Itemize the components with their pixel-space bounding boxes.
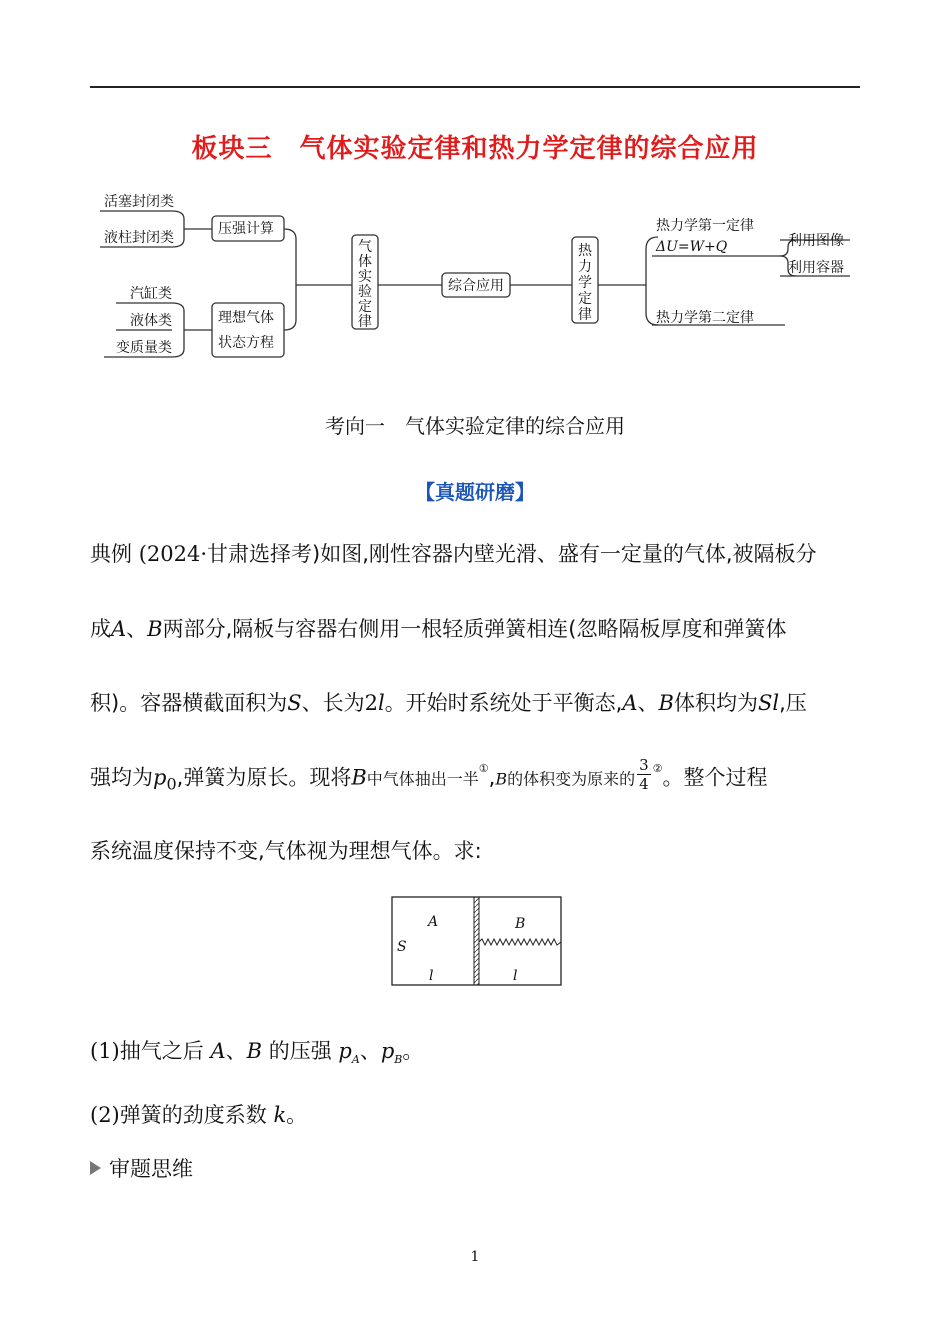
svg-text:验: 验 xyxy=(358,284,372,300)
problem-line-1: 典例 (2024·甘肃选择考)如图,刚性容器内壁光滑、盛有一定量的气体,被隔板分 xyxy=(90,542,817,566)
svg-text:热: 热 xyxy=(578,243,592,259)
container-figure xyxy=(391,896,563,988)
page-title: 板块三 气体实验定律和热力学定律的综合应用 xyxy=(191,134,759,164)
mm-use-graph: 利用图像 xyxy=(788,233,844,249)
label-l-right: l xyxy=(513,968,518,984)
zhenti-heading: 【真题研磨】 xyxy=(415,480,535,504)
mm-use-container: 利用容器 xyxy=(788,260,844,276)
svg-text:律: 律 xyxy=(578,307,592,323)
problem-line-4: 强均为$p_0$,弹簧为原长。现将B中气体抽出一半①,B的体积变为原来的 $\frac{3}{4}$ ②。整个过程 xyxy=(90,756,768,794)
question-1: (1)抽气之后 A、B 的压强 $p_A$、$p_B$。 xyxy=(90,1039,424,1067)
label-A: A xyxy=(428,914,439,930)
fraction-three-quarters: $\frac{3}{4}$ xyxy=(639,756,649,793)
mm-first-law-formula: ΔU=W+Q xyxy=(656,239,728,255)
svg-text:实: 实 xyxy=(358,269,372,285)
shenti-heading: 审题思维 xyxy=(90,1154,860,1184)
problem-line-5: 系统温度保持不变,气体视为理想气体。求: xyxy=(90,839,482,863)
mm-liquid-column-label: 液柱封闭类 xyxy=(104,230,174,246)
question-2: (2)弹簧的劲度系数 k。 xyxy=(90,1103,308,1127)
triangle-right-icon xyxy=(90,1161,101,1175)
mm-second-law: 热力学第二定律 xyxy=(656,310,754,326)
mm-gas-law-vertical xyxy=(358,239,372,330)
annotation-mark-1: ① xyxy=(478,762,489,775)
header-rule xyxy=(90,86,860,88)
label-B: B xyxy=(515,916,526,932)
problem-line-3: 积)。容器横截面积为S、长为2l。开始时系统处于平衡态,A、B体积均为Sl,压 xyxy=(90,691,807,715)
svg-text:定: 定 xyxy=(578,291,592,307)
svg-text:体: 体 xyxy=(358,254,372,270)
partition-plate xyxy=(474,897,479,985)
spring xyxy=(479,939,561,945)
mm-ideal-gas-2: 状态方程 xyxy=(218,335,274,351)
mm-pressure-calc: 压强计算 xyxy=(218,221,274,237)
page-number: 1 xyxy=(470,1249,480,1265)
mm-ideal-gas-1: 理想气体 xyxy=(218,310,274,326)
svg-text:学: 学 xyxy=(578,275,592,291)
mm-comprehensive: 综合应用 xyxy=(448,278,504,294)
concept-mindmap xyxy=(90,185,860,370)
svg-text:定: 定 xyxy=(358,299,372,315)
mm-piston-label: 活塞封闭类 xyxy=(104,194,174,210)
mm-first-law: 热力学第一定律 xyxy=(656,218,754,234)
annotation-mark-2: ② xyxy=(652,762,663,775)
svg-text:力: 力 xyxy=(578,259,592,275)
problem-line-2: 成A、B两部分,隔板与容器右侧用一根轻质弹簧相连(忽略隔板厚度和弹簧体 xyxy=(90,617,787,641)
section-title: 考向一 气体实验定律的综合应用 xyxy=(325,414,625,438)
mm-liquid-label: 液体类 xyxy=(130,313,172,329)
mm-cylinder-label: 汽缸类 xyxy=(130,286,172,302)
svg-text:律: 律 xyxy=(358,314,372,330)
mm-variable-mass-label: 变质量类 xyxy=(116,340,172,356)
label-S: S xyxy=(397,939,407,955)
label-l-left: l xyxy=(429,968,434,984)
mm-thermo-vertical xyxy=(578,242,593,323)
svg-text:气: 气 xyxy=(358,239,372,255)
